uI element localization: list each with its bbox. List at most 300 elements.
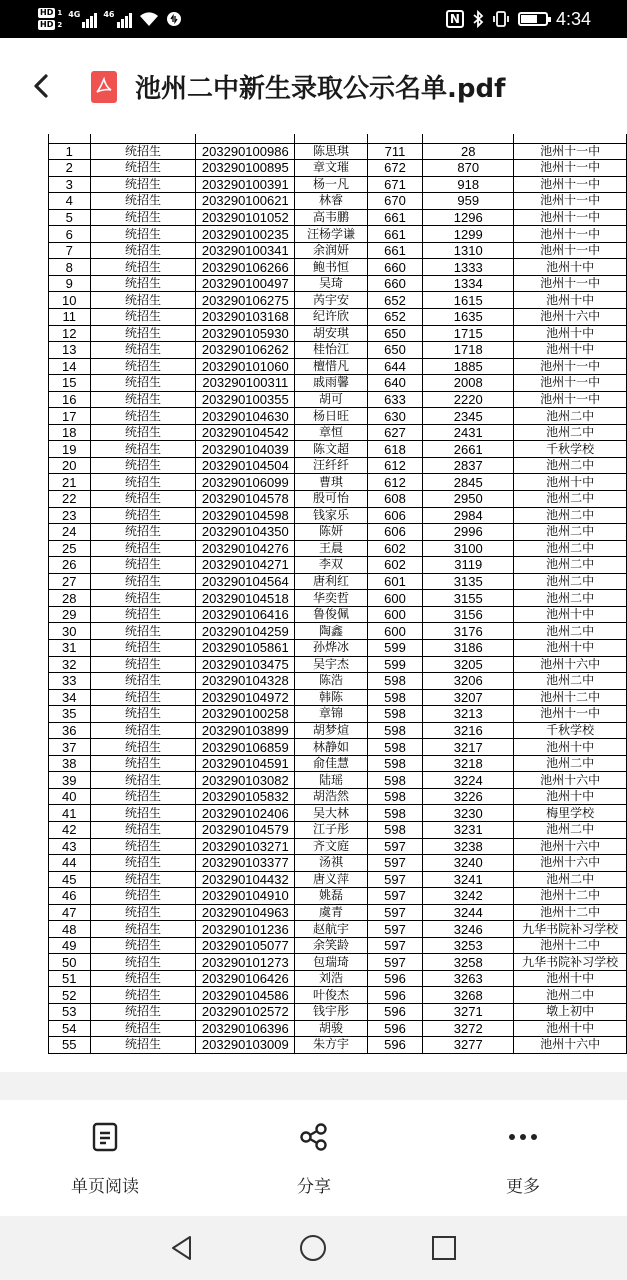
- exam-number-cell: 203290104586: [196, 987, 295, 1004]
- student-name-cell: 刘浩: [295, 970, 368, 987]
- admission-type-cell: 统招生: [90, 673, 196, 690]
- admission-type-cell: 统招生: [90, 491, 196, 508]
- back-arrow-icon[interactable]: [26, 68, 56, 104]
- admission-type-cell: 统招生: [90, 706, 196, 723]
- table-row: [49, 722, 627, 739]
- rank-cell: 3186: [423, 639, 514, 656]
- rank-cell: 3224: [423, 772, 514, 789]
- share-label: 分享: [297, 1177, 331, 1197]
- admission-type-cell: 统招生: [90, 689, 196, 706]
- more-button[interactable]: [463, 1120, 583, 1197]
- rank-cell: 2661: [423, 441, 514, 458]
- table-row: [49, 457, 627, 474]
- score-cell: 596: [367, 1037, 422, 1054]
- rank-cell: 3156: [423, 606, 514, 623]
- table-row: [49, 772, 627, 789]
- rank-cell: 3100: [423, 540, 514, 557]
- table-row: [49, 970, 627, 987]
- school-cell: 池州十六中: [514, 1037, 627, 1054]
- seq-cell: 46: [49, 888, 91, 905]
- net-type-1: 4G: [68, 10, 81, 19]
- seq-cell: 24: [49, 524, 91, 541]
- exam-number-cell: 203290103168: [196, 309, 295, 326]
- rank-cell: 1635: [423, 309, 514, 326]
- student-name-cell: 姚磊: [295, 888, 368, 905]
- seq-cell: 51: [49, 970, 91, 987]
- student-name-cell: 钱宇彤: [295, 1003, 368, 1020]
- seq-cell: 43: [49, 838, 91, 855]
- school-cell: 池州二中: [514, 491, 627, 508]
- student-name-cell: 虞青: [295, 904, 368, 921]
- school-cell: 池州十二中: [514, 904, 627, 921]
- score-cell: 598: [367, 755, 422, 772]
- rank-cell: 2837: [423, 457, 514, 474]
- table-row: [49, 904, 627, 921]
- admission-type-cell: 统招生: [90, 904, 196, 921]
- school-cell: 池州二中: [514, 507, 627, 524]
- seq-cell: 7: [49, 242, 91, 259]
- exam-number-cell: 203290101052: [196, 209, 295, 226]
- share-icon: [299, 1122, 329, 1152]
- student-name-cell: 陈思琪: [295, 143, 368, 160]
- admission-type-cell: 统招生: [90, 457, 196, 474]
- rank-cell: 3253: [423, 937, 514, 954]
- school-cell: 梅里学校: [514, 805, 627, 822]
- admission-type-cell: 统招生: [90, 160, 196, 177]
- school-cell: 池州十一中: [514, 209, 627, 226]
- table-row: [49, 838, 627, 855]
- table-row: [49, 821, 627, 838]
- rank-cell: 918: [423, 176, 514, 193]
- student-name-cell: 包瑞琦: [295, 954, 368, 971]
- score-cell: 606: [367, 524, 422, 541]
- table-row: [49, 507, 627, 524]
- admission-table: [48, 134, 627, 1054]
- school-cell: 池州十六中: [514, 656, 627, 673]
- admission-type-cell: 统招生: [90, 970, 196, 987]
- admission-type-cell: 统招生: [90, 1003, 196, 1020]
- table-row: [49, 639, 627, 656]
- more-icon: [508, 1132, 538, 1142]
- school-cell: 池州十一中: [514, 391, 627, 408]
- seq-cell: 12: [49, 325, 91, 342]
- score-cell: 644: [367, 358, 422, 375]
- exam-number-cell: 203290100895: [196, 160, 295, 177]
- exam-number-cell: 203290104276: [196, 540, 295, 557]
- student-name-cell: 吴琦: [295, 275, 368, 292]
- seq-cell: 20: [49, 457, 91, 474]
- admission-type-cell: 统招生: [90, 259, 196, 276]
- rank-cell: 1715: [423, 325, 514, 342]
- table-row: [49, 358, 627, 375]
- seq-cell: 17: [49, 408, 91, 425]
- share-button[interactable]: [254, 1120, 374, 1197]
- rank-cell: 3119: [423, 557, 514, 574]
- student-name-cell: 芮宇安: [295, 292, 368, 309]
- exam-number-cell: 203290106396: [196, 1020, 295, 1037]
- score-cell: 630: [367, 408, 422, 425]
- exam-number-cell: 203290106416: [196, 606, 295, 623]
- exam-number-cell: 203290105077: [196, 937, 295, 954]
- exam-number-cell: 203290100986: [196, 143, 295, 160]
- school-cell: 池州十中: [514, 325, 627, 342]
- rank-cell: 3176: [423, 623, 514, 640]
- rank-cell: 1885: [423, 358, 514, 375]
- exam-number-cell: 203290104564: [196, 573, 295, 590]
- admission-type-cell: 统招生: [90, 871, 196, 888]
- student-name-cell: 高韦鹏: [295, 209, 368, 226]
- seq-cell: 49: [49, 937, 91, 954]
- student-name-cell: 江子彤: [295, 821, 368, 838]
- score-cell: 598: [367, 788, 422, 805]
- admission-type-cell: 统招生: [90, 921, 196, 938]
- table-row: [49, 788, 627, 805]
- hd-indicators: [38, 8, 62, 30]
- table-row: [49, 242, 627, 259]
- score-cell: 596: [367, 970, 422, 987]
- admission-type-cell: 统招生: [90, 1020, 196, 1037]
- nav-recent-icon[interactable]: [431, 1234, 457, 1262]
- seq-cell: 14: [49, 358, 91, 375]
- score-cell: 599: [367, 656, 422, 673]
- seq-cell: 18: [49, 424, 91, 441]
- exam-number-cell: 203290104039: [196, 441, 295, 458]
- exam-number-cell: 203290100258: [196, 706, 295, 723]
- table-row: [49, 871, 627, 888]
- score-cell: 596: [367, 987, 422, 1004]
- score-cell: 606: [367, 507, 422, 524]
- admission-type-cell: 统招生: [90, 772, 196, 789]
- student-name-cell: 叶俊杰: [295, 987, 368, 1004]
- table-row: [49, 474, 627, 491]
- rank-cell: 28: [423, 143, 514, 160]
- school-cell: 池州二中: [514, 871, 627, 888]
- school-cell: 池州十二中: [514, 937, 627, 954]
- nav-back-icon[interactable]: [168, 1234, 196, 1262]
- school-cell: 池州十二中: [514, 689, 627, 706]
- score-cell: 597: [367, 855, 422, 872]
- student-name-cell: 章恒: [295, 424, 368, 441]
- score-cell: 601: [367, 573, 422, 590]
- rank-cell: 1296: [423, 209, 514, 226]
- seq-cell: 33: [49, 673, 91, 690]
- admission-type-cell: 统招生: [90, 309, 196, 326]
- score-cell: 600: [367, 606, 422, 623]
- score-cell: 597: [367, 937, 422, 954]
- score-cell: 596: [367, 1020, 422, 1037]
- seq-cell: 55: [49, 1037, 91, 1054]
- pdf-viewer[interactable]: [0, 134, 627, 1072]
- school-cell: 墩上初中: [514, 1003, 627, 1020]
- school-cell: 池州十中: [514, 639, 627, 656]
- seq-cell: 44: [49, 855, 91, 872]
- student-name-cell: 曹琪: [295, 474, 368, 491]
- rank-cell: 3155: [423, 590, 514, 607]
- table-row: [49, 524, 627, 541]
- school-cell: 池州十一中: [514, 706, 627, 723]
- rank-cell: 1310: [423, 242, 514, 259]
- score-cell: 612: [367, 457, 422, 474]
- score-cell: 608: [367, 491, 422, 508]
- score-cell: 602: [367, 557, 422, 574]
- pdf-icon: [91, 71, 117, 103]
- table-row: [49, 954, 627, 971]
- student-name-cell: 汪杨学谦: [295, 226, 368, 243]
- table-row: [49, 1037, 627, 1054]
- school-cell: 池州十一中: [514, 143, 627, 160]
- hd-badge-1: HD: [40, 8, 54, 17]
- table-row: [49, 1003, 627, 1020]
- exam-number-cell: 203290106426: [196, 970, 295, 987]
- score-cell: 661: [367, 209, 422, 226]
- exam-number-cell: 203290106099: [196, 474, 295, 491]
- table-row: [49, 375, 627, 392]
- seq-cell: 32: [49, 656, 91, 673]
- bluetooth-icon: [472, 10, 484, 28]
- student-name-cell: 檀惜凡: [295, 358, 368, 375]
- school-cell: 池州十一中: [514, 375, 627, 392]
- nav-home-icon[interactable]: [299, 1234, 327, 1262]
- rank-cell: 2984: [423, 507, 514, 524]
- seq-cell: 13: [49, 342, 91, 359]
- student-name-cell: 孙烨冰: [295, 639, 368, 656]
- table-row: [49, 275, 627, 292]
- clock: 4:34: [555, 8, 591, 29]
- school-cell: 池州十一中: [514, 358, 627, 375]
- single-page-read-button[interactable]: [45, 1120, 165, 1197]
- admission-type-cell: 统招生: [90, 722, 196, 739]
- school-cell: 池州十六中: [514, 838, 627, 855]
- seq-cell: 35: [49, 706, 91, 723]
- rank-cell: 3226: [423, 788, 514, 805]
- signal-2-icon: [103, 10, 131, 28]
- table-row: [49, 292, 627, 309]
- seq-cell: 50: [49, 954, 91, 971]
- student-name-cell: 钱家乐: [295, 507, 368, 524]
- table-row: [49, 706, 627, 723]
- score-cell: 597: [367, 954, 422, 971]
- table-row: [49, 937, 627, 954]
- school-cell: 池州十一中: [514, 275, 627, 292]
- seq-cell: 5: [49, 209, 91, 226]
- admission-type-cell: 统招生: [90, 209, 196, 226]
- school-cell: 池州十中: [514, 474, 627, 491]
- school-cell: 池州二中: [514, 557, 627, 574]
- student-name-cell: 林静如: [295, 739, 368, 756]
- score-cell: 597: [367, 904, 422, 921]
- admission-type-cell: 统招生: [90, 755, 196, 772]
- admission-type-cell: 统招生: [90, 540, 196, 557]
- table-row: [49, 441, 627, 458]
- score-cell: 671: [367, 176, 422, 193]
- school-cell: 九华书院补习学校: [514, 921, 627, 938]
- table-row: [49, 1020, 627, 1037]
- school-cell: 池州二中: [514, 408, 627, 425]
- admission-type-cell: 统招生: [90, 424, 196, 441]
- seq-cell: 19: [49, 441, 91, 458]
- student-name-cell: 余润妍: [295, 242, 368, 259]
- admission-type-cell: 统招生: [90, 590, 196, 607]
- hd-sub-2: 2: [57, 21, 63, 29]
- seq-cell: 39: [49, 772, 91, 789]
- admission-type-cell: 统招生: [90, 739, 196, 756]
- seq-cell: 37: [49, 739, 91, 756]
- school-cell: 池州十中: [514, 1020, 627, 1037]
- school-cell: 池州二中: [514, 821, 627, 838]
- student-name-cell: 陈浩: [295, 673, 368, 690]
- exam-number-cell: 203290102406: [196, 805, 295, 822]
- student-name-cell: 韩陈: [295, 689, 368, 706]
- exam-number-cell: 203290105832: [196, 788, 295, 805]
- seq-cell: 41: [49, 805, 91, 822]
- school-cell: 池州十中: [514, 606, 627, 623]
- score-cell: 597: [367, 838, 422, 855]
- admission-type-cell: 统招生: [90, 143, 196, 160]
- school-cell: 池州十二中: [514, 888, 627, 905]
- seq-cell: 36: [49, 722, 91, 739]
- rank-cell: 3216: [423, 722, 514, 739]
- score-cell: 660: [367, 275, 422, 292]
- exam-number-cell: 203290104963: [196, 904, 295, 921]
- school-cell: 池州二中: [514, 987, 627, 1004]
- admission-type-cell: 统招生: [90, 639, 196, 656]
- admission-type-cell: 统招生: [90, 408, 196, 425]
- admission-type-cell: 统招生: [90, 573, 196, 590]
- student-name-cell: 唐利红: [295, 573, 368, 590]
- seq-cell: 34: [49, 689, 91, 706]
- student-name-cell: 汪纤纤: [295, 457, 368, 474]
- table-row: [49, 325, 627, 342]
- rank-cell: 3231: [423, 821, 514, 838]
- school-cell: 池州十一中: [514, 242, 627, 259]
- school-cell: 池州二中: [514, 457, 627, 474]
- school-cell: 池州十中: [514, 342, 627, 359]
- school-cell: 池州二中: [514, 590, 627, 607]
- admission-type-cell: 统招生: [90, 524, 196, 541]
- student-name-cell: 余笑龄: [295, 937, 368, 954]
- table-row: [49, 855, 627, 872]
- student-name-cell: 俞佳慧: [295, 755, 368, 772]
- score-cell: 650: [367, 325, 422, 342]
- exam-number-cell: 203290103475: [196, 656, 295, 673]
- score-cell: 597: [367, 888, 422, 905]
- rank-cell: 2845: [423, 474, 514, 491]
- score-cell: 598: [367, 722, 422, 739]
- student-name-cell: 陈文超: [295, 441, 368, 458]
- exam-number-cell: 203290104271: [196, 557, 295, 574]
- score-cell: 602: [367, 540, 422, 557]
- seq-cell: 3: [49, 176, 91, 193]
- exam-number-cell: 203290100341: [196, 242, 295, 259]
- admission-type-cell: 统招生: [90, 375, 196, 392]
- school-cell: 池州十中: [514, 788, 627, 805]
- page-gap: [0, 1072, 627, 1100]
- table-row: [49, 623, 627, 640]
- table-row: [49, 226, 627, 243]
- exam-number-cell: 203290101273: [196, 954, 295, 971]
- score-cell: 672: [367, 160, 422, 177]
- seq-cell: 30: [49, 623, 91, 640]
- seq-cell: 54: [49, 1020, 91, 1037]
- table-row: [49, 160, 627, 177]
- vibrate-icon: [492, 10, 510, 28]
- seq-cell: 42: [49, 821, 91, 838]
- rank-cell: 3268: [423, 987, 514, 1004]
- table-row: [49, 888, 627, 905]
- rank-cell: 3213: [423, 706, 514, 723]
- more-label: 更多: [506, 1177, 540, 1197]
- score-cell: 598: [367, 805, 422, 822]
- admission-type-cell: 统招生: [90, 805, 196, 822]
- table-row: [49, 424, 627, 441]
- student-name-cell: 纪许欣: [295, 309, 368, 326]
- exam-number-cell: 203290102572: [196, 1003, 295, 1020]
- student-name-cell: 陈妍: [295, 524, 368, 541]
- seq-cell: 27: [49, 573, 91, 590]
- school-cell: 池州二中: [514, 673, 627, 690]
- rank-cell: 2431: [423, 424, 514, 441]
- school-cell: 池州十六中: [514, 772, 627, 789]
- admission-type-cell: 统招生: [90, 821, 196, 838]
- score-cell: 600: [367, 623, 422, 640]
- status-left: [38, 4, 182, 34]
- score-cell: 600: [367, 590, 422, 607]
- admission-type-cell: 统招生: [90, 342, 196, 359]
- seq-cell: 6: [49, 226, 91, 243]
- exam-number-cell: 203290103377: [196, 855, 295, 872]
- admission-type-cell: 统招生: [90, 275, 196, 292]
- student-name-cell: 胡可: [295, 391, 368, 408]
- admission-type-cell: 统招生: [90, 474, 196, 491]
- school-cell: 池州十中: [514, 970, 627, 987]
- seq-cell: 53: [49, 1003, 91, 1020]
- school-cell: 池州十六中: [514, 309, 627, 326]
- rank-cell: 3258: [423, 954, 514, 971]
- hd-sub-1: 1: [57, 9, 63, 17]
- admission-type-cell: 统招生: [90, 507, 196, 524]
- table-row: [49, 309, 627, 326]
- student-name-cell: 林睿: [295, 193, 368, 210]
- exam-number-cell: 203290104579: [196, 821, 295, 838]
- student-name-cell: 汤祺: [295, 855, 368, 872]
- seq-cell: 10: [49, 292, 91, 309]
- table-row: [49, 540, 627, 557]
- score-cell: 598: [367, 821, 422, 838]
- school-cell: 九华书院补习学校: [514, 954, 627, 971]
- seq-cell: 1: [49, 143, 91, 160]
- rank-cell: 3263: [423, 970, 514, 987]
- score-cell: 627: [367, 424, 422, 441]
- exam-number-cell: 203290104972: [196, 689, 295, 706]
- student-name-cell: 胡浩然: [295, 788, 368, 805]
- table-row: [49, 573, 627, 590]
- exam-number-cell: 203290106266: [196, 259, 295, 276]
- score-cell: 612: [367, 474, 422, 491]
- admission-type-cell: 统招生: [90, 391, 196, 408]
- rank-cell: 870: [423, 160, 514, 177]
- rank-cell: 3241: [423, 871, 514, 888]
- seq-cell: 52: [49, 987, 91, 1004]
- exam-number-cell: 203290104578: [196, 491, 295, 508]
- nfc-icon: N: [446, 10, 464, 28]
- signal-1-icon: [68, 10, 97, 28]
- score-cell: 660: [367, 259, 422, 276]
- table-row: [49, 739, 627, 756]
- rank-cell: 3272: [423, 1020, 514, 1037]
- admission-type-cell: 统招生: [90, 557, 196, 574]
- battery-fill: [521, 15, 537, 23]
- exam-number-cell: 203290104350: [196, 524, 295, 541]
